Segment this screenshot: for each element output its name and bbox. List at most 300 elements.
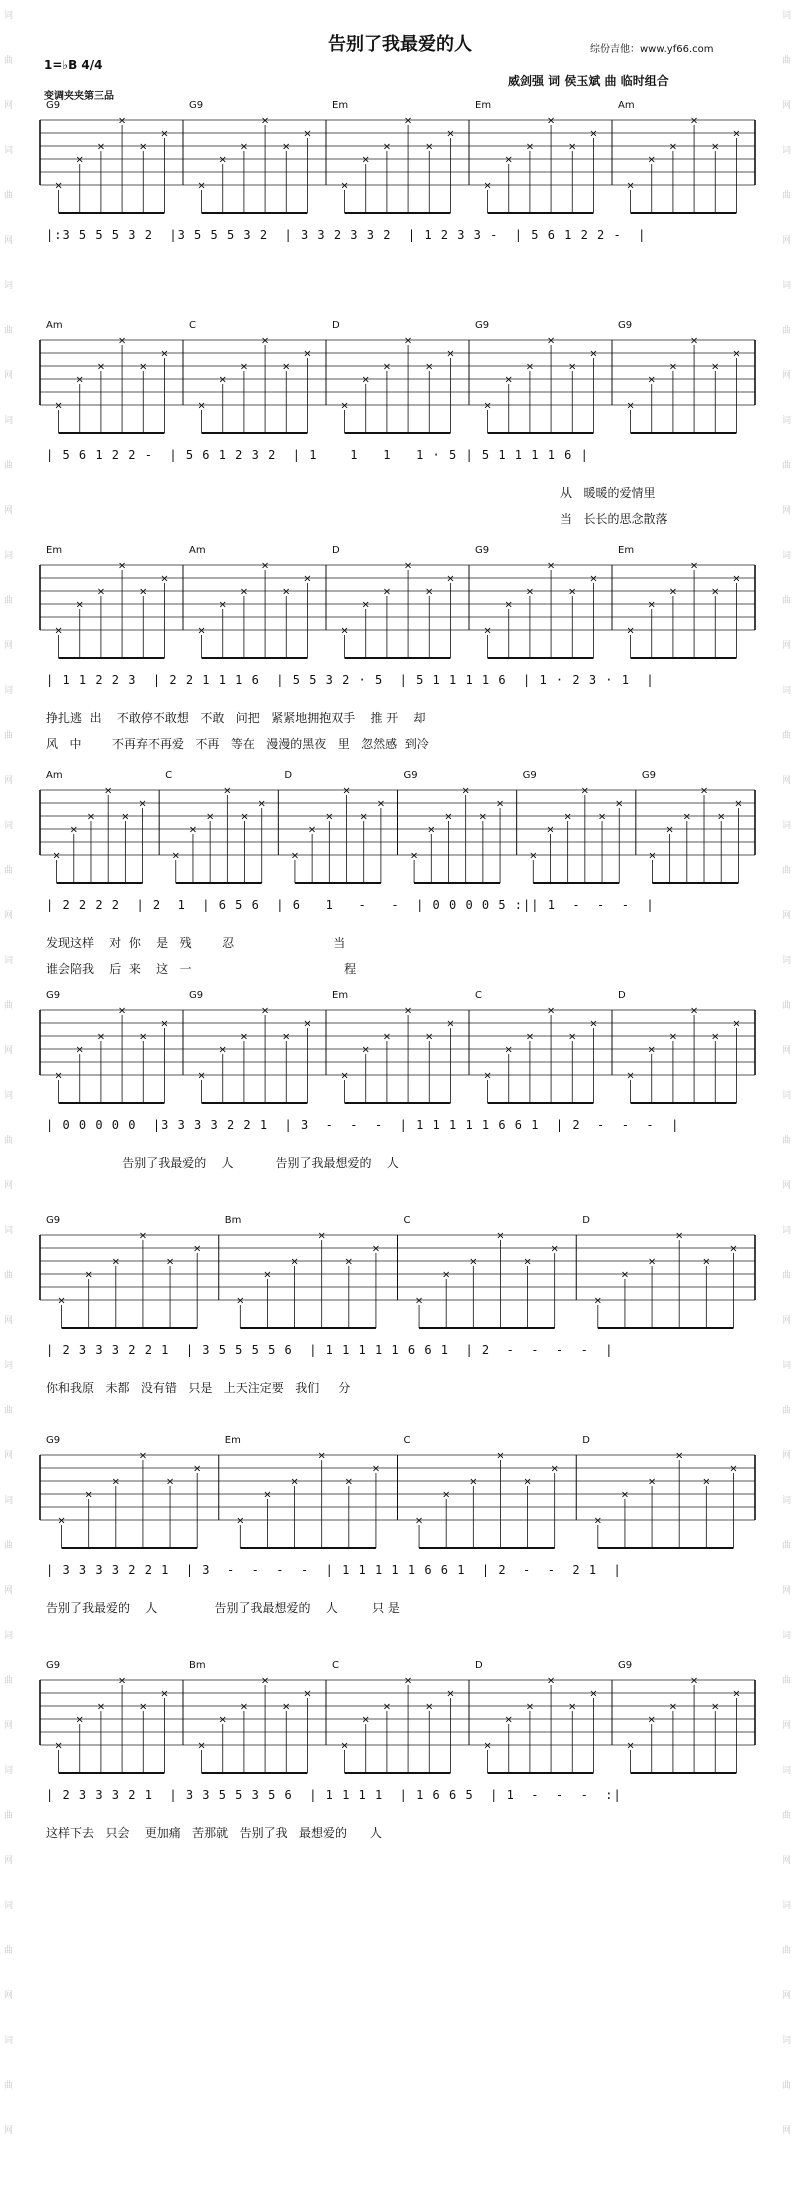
- margin-glyph: 网: [782, 506, 792, 516]
- song-credits: 威剑强 词 侯玉斌 曲 临时组合: [508, 74, 669, 88]
- tab-note-mark: ×: [647, 1714, 656, 1726]
- tab-note-mark: ×: [589, 573, 598, 585]
- tab-note-mark: ×: [668, 141, 678, 153]
- margin-glyph: 网: [4, 1316, 14, 1326]
- tab-note-mark: ×: [260, 1005, 270, 1017]
- tab-note-mark: ×: [425, 361, 434, 373]
- margin-glyph: 网: [782, 641, 792, 651]
- margin-glyph: 曲: [782, 866, 792, 876]
- tab-note-mark: ×: [732, 1688, 741, 1700]
- margin-glyph: 网: [4, 2126, 14, 2136]
- tab-note-mark: ×: [192, 1243, 202, 1255]
- tab-note-mark: ×: [239, 141, 249, 153]
- margin-glyph: 曲: [782, 1271, 792, 1281]
- tab-note-mark: ×: [371, 1463, 381, 1475]
- tab-note-mark: ×: [84, 1489, 93, 1501]
- jianpu-notation: | 2 3 3 3 2 2 1 | 3 5 5 5 5 6 | 1 1 1 1 1 6 6 1 | 2 - - - - |: [46, 1343, 614, 1357]
- tab-note-mark: ×: [197, 625, 206, 637]
- tab-note-mark: ×: [361, 154, 370, 166]
- site-url: 综份吉他：www.yf66.com: [590, 44, 714, 55]
- tab-note-mark: ×: [160, 348, 169, 360]
- tab-note-mark: ×: [403, 1005, 413, 1017]
- margin-glyph: 词: [782, 821, 792, 831]
- tab-note-mark: ×: [546, 1005, 556, 1017]
- tab-note-mark: ×: [197, 400, 206, 412]
- margin-glyph: 曲: [4, 1811, 14, 1821]
- tab-note-mark: ×: [54, 400, 63, 412]
- tab-note-mark: ×: [340, 625, 349, 637]
- chord-name: Am: [46, 770, 63, 781]
- tab-note-mark: ×: [75, 599, 84, 611]
- tab-note-mark: ×: [446, 1018, 455, 1030]
- tab-note-mark: ×: [647, 599, 656, 611]
- tab-note-mark: ×: [414, 1295, 424, 1307]
- margin-glyph: 网: [782, 101, 792, 111]
- margin-glyph: 网: [4, 776, 14, 786]
- tab-note-mark: ×: [626, 1070, 635, 1082]
- margin-glyph: 网: [782, 2126, 792, 2136]
- chord-name: D: [332, 545, 340, 556]
- tab-note-mark: ×: [668, 1031, 678, 1043]
- tab-note-mark: ×: [197, 1740, 206, 1752]
- tab-note-mark: ×: [523, 1256, 532, 1268]
- tab-note-mark: ×: [444, 811, 453, 823]
- tab-note-mark: ×: [711, 1701, 720, 1713]
- jianpu-notation: | 3 3 3 3 2 2 1 | 3 - - - - | 1 1 1 1 1 6 6 1 | 2 - - 2 1 |: [46, 1563, 622, 1577]
- tab-note-mark: ×: [359, 811, 368, 823]
- margin-glyph: 词: [4, 2036, 14, 2046]
- tab-note-mark: ×: [69, 824, 78, 836]
- tab-note-mark: ×: [96, 361, 106, 373]
- margin-glyph: 曲: [782, 596, 792, 606]
- tab-note-mark: ×: [729, 1243, 738, 1255]
- tab-note-mark: ×: [282, 141, 291, 153]
- tab-note-mark: ×: [138, 1450, 148, 1462]
- margin-glyph: 词: [4, 821, 14, 831]
- tab-note-mark: ×: [446, 348, 455, 360]
- margin-glyph: 曲: [782, 2081, 792, 2091]
- tab-note-mark: ×: [711, 1031, 720, 1043]
- tab-note-mark: ×: [682, 811, 692, 823]
- tab-note-mark: ×: [563, 811, 572, 823]
- margin-glyph: 网: [4, 1586, 14, 1596]
- chord-name: G9: [46, 1435, 61, 1446]
- chord-name: D: [475, 1660, 483, 1671]
- tab-note-mark: ×: [382, 1701, 392, 1713]
- tab-note-mark: ×: [139, 141, 148, 153]
- chord-name: Am: [618, 100, 635, 111]
- tab-note-mark: ×: [483, 1740, 492, 1752]
- lyric-line: 告别了我最爱的 人 告别了我最想爱的 人 只 是: [46, 1601, 400, 1615]
- tab-note-mark: ×: [197, 180, 206, 192]
- tab-note-mark: ×: [525, 141, 535, 153]
- tab-note-mark: ×: [597, 811, 607, 823]
- chord-name: G9: [641, 770, 656, 781]
- tab-note-mark: ×: [674, 1450, 684, 1462]
- tab-note-mark: ×: [340, 1070, 349, 1082]
- tab-note-mark: ×: [344, 1476, 354, 1488]
- tab-note-mark: ×: [568, 361, 577, 373]
- tab-note-mark: ×: [504, 599, 513, 611]
- chord-name: G9: [403, 770, 418, 781]
- chord-name: C: [403, 1435, 411, 1446]
- tab-note-mark: ×: [111, 1256, 121, 1268]
- tab-note-mark: ×: [340, 1740, 349, 1752]
- chord-name: G9: [46, 1660, 61, 1671]
- margin-glyph: 网: [4, 101, 14, 111]
- tab-note-mark: ×: [340, 180, 349, 192]
- margin-glyph: 曲: [782, 326, 792, 336]
- tab-note-mark: ×: [361, 374, 370, 386]
- margin-glyph: 网: [4, 1991, 14, 2001]
- tab-note-mark: ×: [303, 128, 312, 140]
- tab-note-mark: ×: [103, 785, 113, 797]
- tab-staff: [40, 1215, 757, 1325]
- tab-note-mark: ×: [525, 1031, 535, 1043]
- tab-note-mark: ×: [218, 154, 227, 166]
- tab-note-mark: ×: [340, 400, 349, 412]
- tab-note-mark: ×: [403, 560, 413, 572]
- jianpu-notation: | 2 2 2 2 | 2 1 | 6 5 6 | 6 1 - - | 0 0 0 0 5 :|| 1 - - - |: [46, 898, 655, 912]
- tab-note-mark: ×: [160, 128, 169, 140]
- chord-name: D: [332, 320, 340, 331]
- margin-glyph: 曲: [782, 1811, 792, 1821]
- tab-note-mark: ×: [711, 141, 720, 153]
- chord-name: Em: [46, 545, 63, 556]
- tab-note-mark: ×: [218, 599, 227, 611]
- chord-name: G9: [618, 1660, 633, 1671]
- margin-glyph: 曲: [782, 731, 792, 741]
- margin-glyph: 网: [782, 1991, 792, 2001]
- margin-glyph: 网: [4, 1046, 14, 1056]
- margin-glyph: 词: [782, 551, 792, 561]
- tab-note-mark: ×: [668, 361, 678, 373]
- tab-note-mark: ×: [96, 586, 106, 598]
- tab-note-mark: ×: [568, 141, 577, 153]
- tab-note-mark: ×: [111, 1476, 121, 1488]
- tab-note-mark: ×: [260, 560, 270, 572]
- margin-glyph: 网: [4, 1181, 14, 1191]
- tab-note-mark: ×: [446, 573, 455, 585]
- chord-name: C: [475, 990, 482, 1001]
- tab-staff: [40, 545, 757, 655]
- margin-glyph: 曲: [4, 731, 14, 741]
- margin-glyph: 曲: [4, 1001, 14, 1011]
- tab-note-mark: ×: [117, 1675, 127, 1687]
- chord-name: G9: [618, 320, 633, 331]
- jianpu-notation: | 5 6 1 2 2 - | 5 6 1 2 3 2 | 1 1 1 1 · 5 | 5 1 1 1 1 6 |: [46, 448, 589, 462]
- tab-note-mark: ×: [139, 1701, 148, 1713]
- tab-note-mark: ×: [546, 115, 556, 127]
- margin-glyph: 网: [782, 911, 792, 921]
- chord-name: G9: [475, 320, 490, 331]
- tab-note-mark: ×: [260, 115, 270, 127]
- margin-glyph: 词: [782, 281, 792, 291]
- margin-glyph: 网: [4, 641, 14, 651]
- margin-glyph: 词: [782, 1226, 792, 1236]
- margin-glyph: 词: [4, 1766, 14, 1776]
- tab-note-mark: ×: [192, 1463, 202, 1475]
- tab-note-mark: ×: [589, 128, 598, 140]
- tab-note-mark: ×: [282, 1031, 291, 1043]
- margin-glyph: 曲: [782, 1406, 792, 1416]
- tab-note-mark: ×: [303, 573, 312, 585]
- lyric-line: 告别了我最爱的 人 告别了我最想爱的 人: [46, 1156, 399, 1170]
- margin-glyph: 词: [4, 11, 14, 21]
- tab-note-mark: ×: [446, 1688, 455, 1700]
- margin-glyph: 词: [4, 686, 14, 696]
- tab-note-mark: ×: [317, 1230, 326, 1242]
- tab-note-mark: ×: [425, 141, 434, 153]
- tab-note-mark: ×: [504, 374, 513, 386]
- jianpu-notation: | 2 3 3 3 2 1 | 3 3 5 5 3 5 6 | 1 1 1 1 | 1 6 6 5 | 1 - - - :|: [46, 1788, 622, 1802]
- tab-note-mark: ×: [525, 586, 535, 598]
- tab-note-mark: ×: [441, 1269, 451, 1281]
- margin-glyph: 词: [782, 11, 792, 21]
- margin-glyph: 曲: [4, 2081, 14, 2091]
- tab-note-mark: ×: [239, 1031, 249, 1043]
- margin-glyph: 曲: [782, 1001, 792, 1011]
- tab-note-mark: ×: [325, 811, 334, 823]
- tab-note-mark: ×: [529, 850, 538, 862]
- margin-glyph: 网: [4, 371, 14, 381]
- tab-note-mark: ×: [361, 1044, 370, 1056]
- tab-note-mark: ×: [371, 1243, 381, 1255]
- tab-note-mark: ×: [223, 785, 232, 797]
- margin-glyph: 词: [782, 686, 792, 696]
- tab-note-mark: ×: [525, 1701, 535, 1713]
- lyric-line: 风 中 不再弃不再爱 不再 等在 漫漫的黑夜 里 忽然感 到冷: [46, 737, 429, 751]
- tab-note-mark: ×: [84, 1269, 93, 1281]
- tab-note-mark: ×: [483, 625, 492, 637]
- chord-name: G9: [475, 545, 490, 556]
- tab-note-mark: ×: [139, 586, 148, 598]
- key-signature: 1=♭B 4/4: [44, 58, 103, 72]
- tab-note-mark: ×: [504, 154, 513, 166]
- tab-note-mark: ×: [290, 1256, 299, 1268]
- tab-note-mark: ×: [732, 573, 741, 585]
- tab-staff: [40, 1435, 757, 1545]
- chord-name: G9: [522, 770, 537, 781]
- tab-note-mark: ×: [504, 1044, 513, 1056]
- tab-note-mark: ×: [425, 586, 434, 598]
- tab-note-mark: ×: [626, 625, 635, 637]
- tab-note-mark: ×: [546, 335, 556, 347]
- tab-note-mark: ×: [711, 361, 720, 373]
- tab-note-mark: ×: [648, 850, 657, 862]
- margin-glyph: 网: [782, 1316, 792, 1326]
- tab-note-mark: ×: [478, 811, 488, 823]
- lyric-line: 发现这样 对 你 是 残 忍 当: [46, 936, 346, 950]
- chord-name: Em: [332, 990, 349, 1001]
- tab-note-mark: ×: [290, 1476, 299, 1488]
- tab-note-mark: ×: [483, 1070, 492, 1082]
- tab-note-mark: ×: [188, 824, 198, 836]
- tab-note-mark: ×: [138, 798, 147, 810]
- tab-note-mark: ×: [171, 850, 180, 862]
- margin-glyph: 曲: [4, 1271, 14, 1281]
- margin-glyph: 词: [782, 1361, 792, 1371]
- margin-glyph: 曲: [782, 1136, 792, 1146]
- tab-note-mark: ×: [160, 573, 169, 585]
- tab-note-mark: ×: [711, 586, 720, 598]
- tab-note-mark: ×: [54, 1740, 63, 1752]
- tab-note-mark: ×: [729, 1463, 738, 1475]
- tab-note-mark: ×: [732, 128, 741, 140]
- margin-glyph: 曲: [782, 1541, 792, 1551]
- margin-glyph: 曲: [4, 191, 14, 201]
- tab-note-mark: ×: [344, 1256, 354, 1268]
- margin-glyph: 曲: [782, 1676, 792, 1686]
- tab-staff: [40, 100, 757, 210]
- tab-note-mark: ×: [382, 1031, 392, 1043]
- tab-note-mark: ×: [160, 1688, 169, 1700]
- margin-glyph: 曲: [782, 461, 792, 471]
- margin-glyph: 词: [782, 1496, 792, 1506]
- chord-name: Bm: [224, 1215, 242, 1226]
- margin-glyph: 网: [782, 1856, 792, 1866]
- tab-note-mark: ×: [620, 1489, 630, 1501]
- margin-glyph: 网: [782, 371, 792, 381]
- chord-name: D: [582, 1215, 590, 1226]
- margin-glyph: 曲: [4, 1676, 14, 1686]
- tab-note-mark: ×: [403, 335, 413, 347]
- jianpu-notation: |:3 5 5 5 3 2 |3 5 5 5 3 2 | 3 3 2 3 3 2 | 1 2 3 3 - | 5 6 1 2 2 - |: [46, 228, 647, 242]
- margin-glyph: 词: [4, 281, 14, 291]
- margin-glyph: 网: [782, 1721, 792, 1731]
- tab-note-mark: ×: [257, 798, 266, 810]
- tab-note-mark: ×: [568, 586, 577, 598]
- margin-glyph: 网: [782, 236, 792, 246]
- tab-staff: [40, 990, 757, 1100]
- tab-note-mark: ×: [589, 348, 598, 360]
- tab-note-mark: ×: [689, 1675, 699, 1687]
- tab-note-mark: ×: [236, 1295, 245, 1307]
- margin-glyph: 曲: [4, 461, 14, 471]
- tab-note-mark: ×: [409, 850, 419, 862]
- capo-note: 变调夹夹第三品: [44, 91, 114, 102]
- margin-glyph: 曲: [782, 191, 792, 201]
- chord-name: Bm: [189, 1660, 206, 1671]
- tab-note-mark: ×: [205, 811, 215, 823]
- margin-glyph: 网: [782, 1046, 792, 1056]
- tab-note-mark: ×: [57, 1515, 66, 1527]
- tab-note-mark: ×: [361, 1714, 370, 1726]
- tab-note-mark: ×: [57, 1295, 66, 1307]
- tab-note-mark: ×: [717, 811, 726, 823]
- margin-glyph: 词: [4, 1631, 14, 1641]
- right-margin-watermark: [778, 0, 798, 2186]
- margin-glyph: 曲: [4, 1946, 14, 1956]
- tab-note-mark: ×: [117, 560, 127, 572]
- lyric-line: 这样下去 只会 更加痛 苦那就 告别了我 最想爱的 人: [46, 1826, 382, 1840]
- tab-note-mark: ×: [197, 1070, 206, 1082]
- margin-glyph: 曲: [782, 1946, 792, 1956]
- margin-glyph: 网: [4, 911, 14, 921]
- margin-glyph: 曲: [4, 326, 14, 336]
- tab-note-mark: ×: [647, 374, 656, 386]
- margin-glyph: 网: [782, 1181, 792, 1191]
- tab-note-mark: ×: [361, 599, 370, 611]
- tab-note-mark: ×: [414, 1515, 424, 1527]
- tab-note-mark: ×: [117, 335, 127, 347]
- chord-name: C: [332, 1660, 339, 1671]
- tab-note-mark: ×: [496, 1450, 505, 1462]
- tab-note-mark: ×: [469, 1476, 478, 1488]
- tab-note-mark: ×: [702, 1256, 711, 1268]
- margin-glyph: 网: [782, 1451, 792, 1461]
- margin-glyph: 曲: [4, 866, 14, 876]
- margin-glyph: 曲: [4, 596, 14, 606]
- chord-name: Am: [46, 320, 63, 331]
- chord-name: C: [189, 320, 196, 331]
- tab-note-mark: ×: [665, 824, 674, 836]
- tab-note-mark: ×: [689, 335, 699, 347]
- song-title: 告别了我最爱的人: [328, 34, 472, 55]
- tab-note-mark: ×: [75, 1714, 84, 1726]
- tab-note-mark: ×: [117, 115, 127, 127]
- tab-note-mark: ×: [525, 361, 535, 373]
- tab-note-mark: ×: [403, 115, 413, 127]
- tab-note-mark: ×: [218, 1714, 227, 1726]
- tab-note-mark: ×: [165, 1256, 175, 1268]
- margin-glyph: 词: [4, 1361, 14, 1371]
- margin-glyph: 词: [4, 956, 14, 966]
- tab-note-mark: ×: [54, 180, 63, 192]
- tab-note-mark: ×: [546, 1675, 556, 1687]
- tab-note-mark: ×: [96, 1031, 106, 1043]
- tab-note-mark: ×: [239, 586, 249, 598]
- tab-note-mark: ×: [342, 785, 351, 797]
- margin-glyph: 网: [4, 1856, 14, 1866]
- tab-note-mark: ×: [303, 1688, 312, 1700]
- tab-note-mark: ×: [96, 141, 106, 153]
- tab-note-mark: ×: [263, 1489, 272, 1501]
- tab-note-mark: ×: [307, 824, 317, 836]
- tab-note-mark: ×: [589, 1018, 598, 1030]
- tab-note-mark: ×: [689, 1005, 699, 1017]
- margin-glyph: 词: [782, 1766, 792, 1776]
- tab-note-mark: ×: [546, 560, 556, 572]
- tab-note-mark: ×: [303, 348, 312, 360]
- margin-glyph: 词: [782, 2036, 792, 2046]
- chord-name: Em: [332, 100, 349, 111]
- tab-note-mark: ×: [139, 361, 148, 373]
- lyric-line: 你和我原 未都 没有错 只是 上天注定要 我们 分: [46, 1381, 351, 1395]
- jianpu-notation: | 0 0 0 0 0 |3 3 3 3 2 2 1 | 3 - - - | 1 1 1 1 1 6 6 1 | 2 - - - |: [46, 1118, 680, 1132]
- tab-note-mark: ×: [523, 1476, 532, 1488]
- tab-note-mark: ×: [674, 1230, 684, 1242]
- tab-note-mark: ×: [165, 1476, 175, 1488]
- chord-name: D: [582, 1435, 590, 1446]
- tab-note-mark: ×: [239, 1701, 249, 1713]
- tab-note-mark: ×: [382, 586, 392, 598]
- tab-note-mark: ×: [403, 1675, 413, 1687]
- margin-glyph: 词: [4, 1226, 14, 1236]
- tab-note-mark: ×: [461, 785, 470, 797]
- tab-note-mark: ×: [382, 361, 392, 373]
- chord-name: Em: [618, 545, 635, 556]
- margin-glyph: 曲: [4, 1541, 14, 1551]
- tab-note-mark: ×: [593, 1295, 603, 1307]
- tab-note-mark: ×: [425, 1701, 434, 1713]
- tab-note-mark: ×: [236, 1515, 245, 1527]
- margin-glyph: 词: [782, 416, 792, 426]
- tab-note-mark: ×: [239, 361, 249, 373]
- tab-note-mark: ×: [702, 1476, 711, 1488]
- tab-note-mark: ×: [54, 625, 63, 637]
- margin-glyph: 网: [4, 1721, 14, 1731]
